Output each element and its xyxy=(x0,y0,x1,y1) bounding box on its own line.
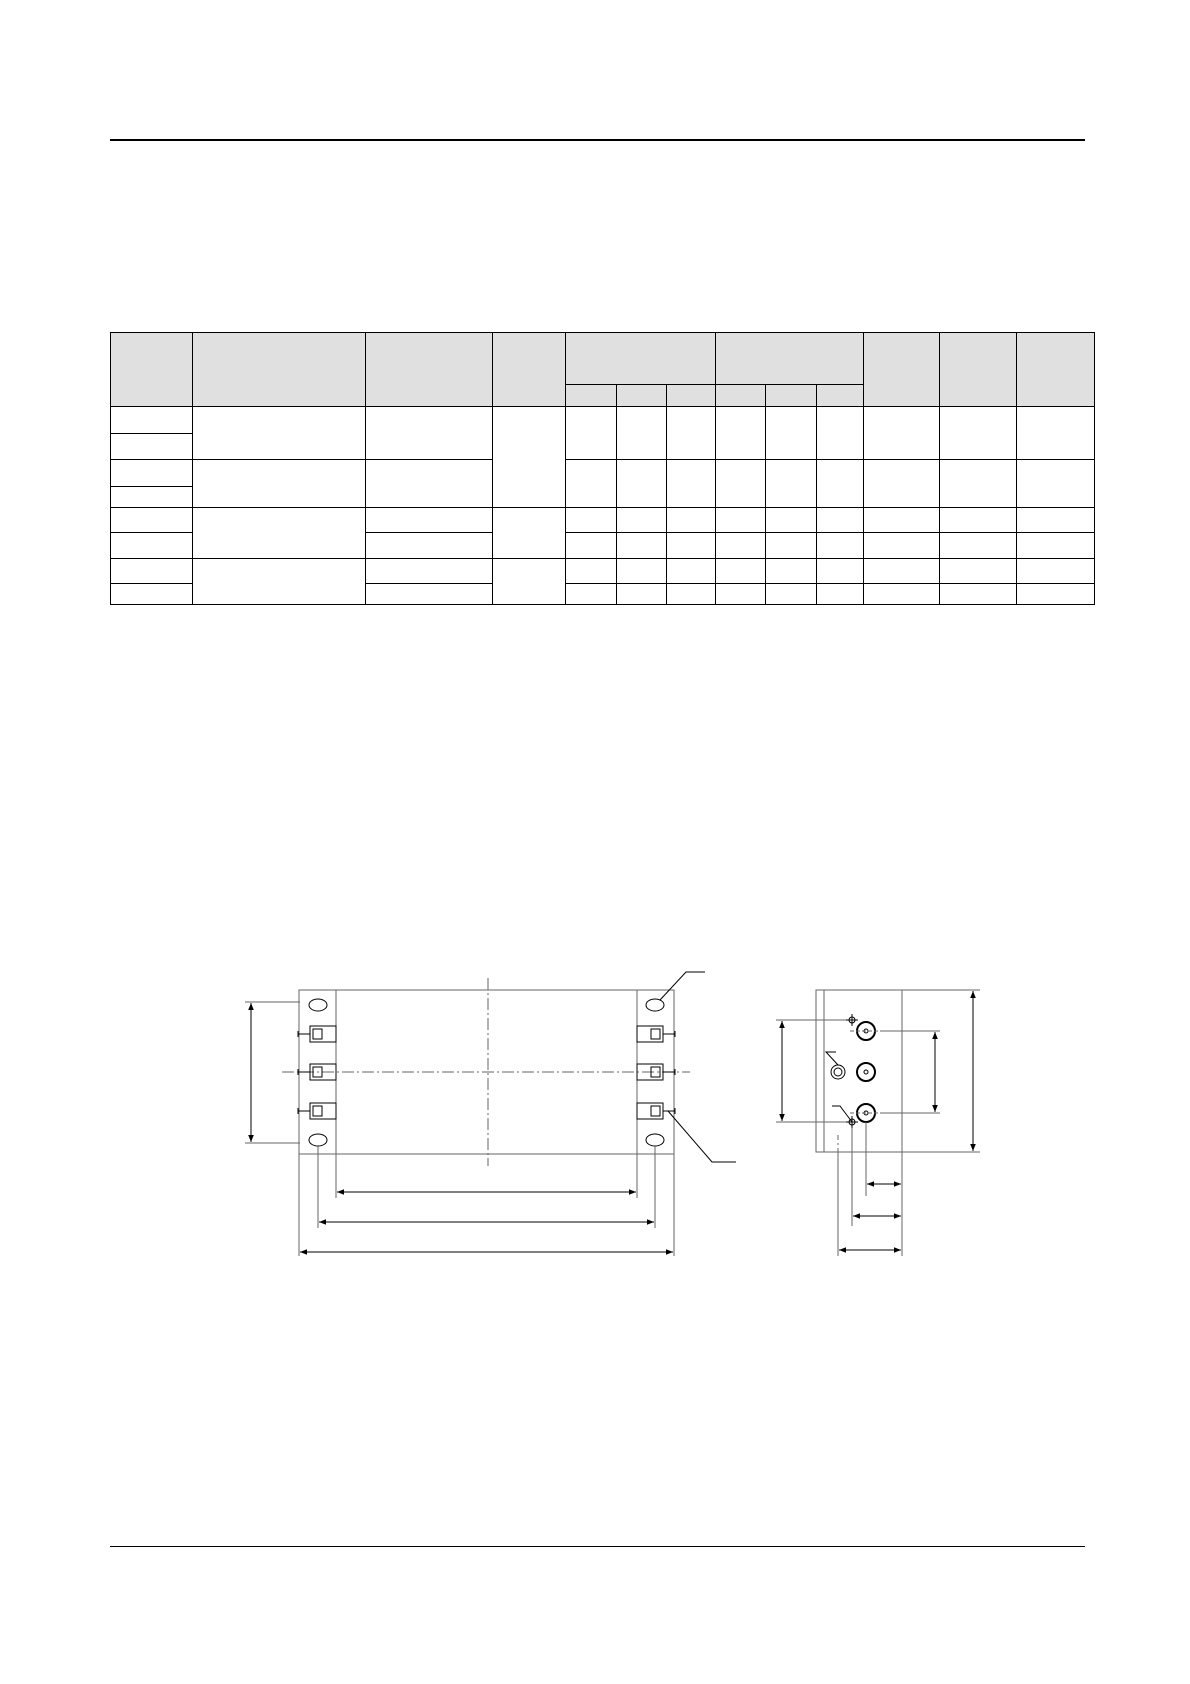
mounting-slot xyxy=(309,1134,327,1146)
terminal-studs xyxy=(831,1022,875,1122)
mounting-slot xyxy=(646,999,664,1011)
leader-line xyxy=(826,1052,838,1065)
leader-line xyxy=(668,1111,736,1162)
footer-rule xyxy=(110,1546,1085,1547)
leader-line xyxy=(832,1106,852,1122)
front-view xyxy=(245,972,736,1256)
mounting-slot xyxy=(646,1134,664,1146)
mounting-slot xyxy=(309,999,327,1011)
side-view xyxy=(776,990,980,1256)
leader-line xyxy=(660,972,705,1000)
side-view-outline xyxy=(816,990,902,1152)
